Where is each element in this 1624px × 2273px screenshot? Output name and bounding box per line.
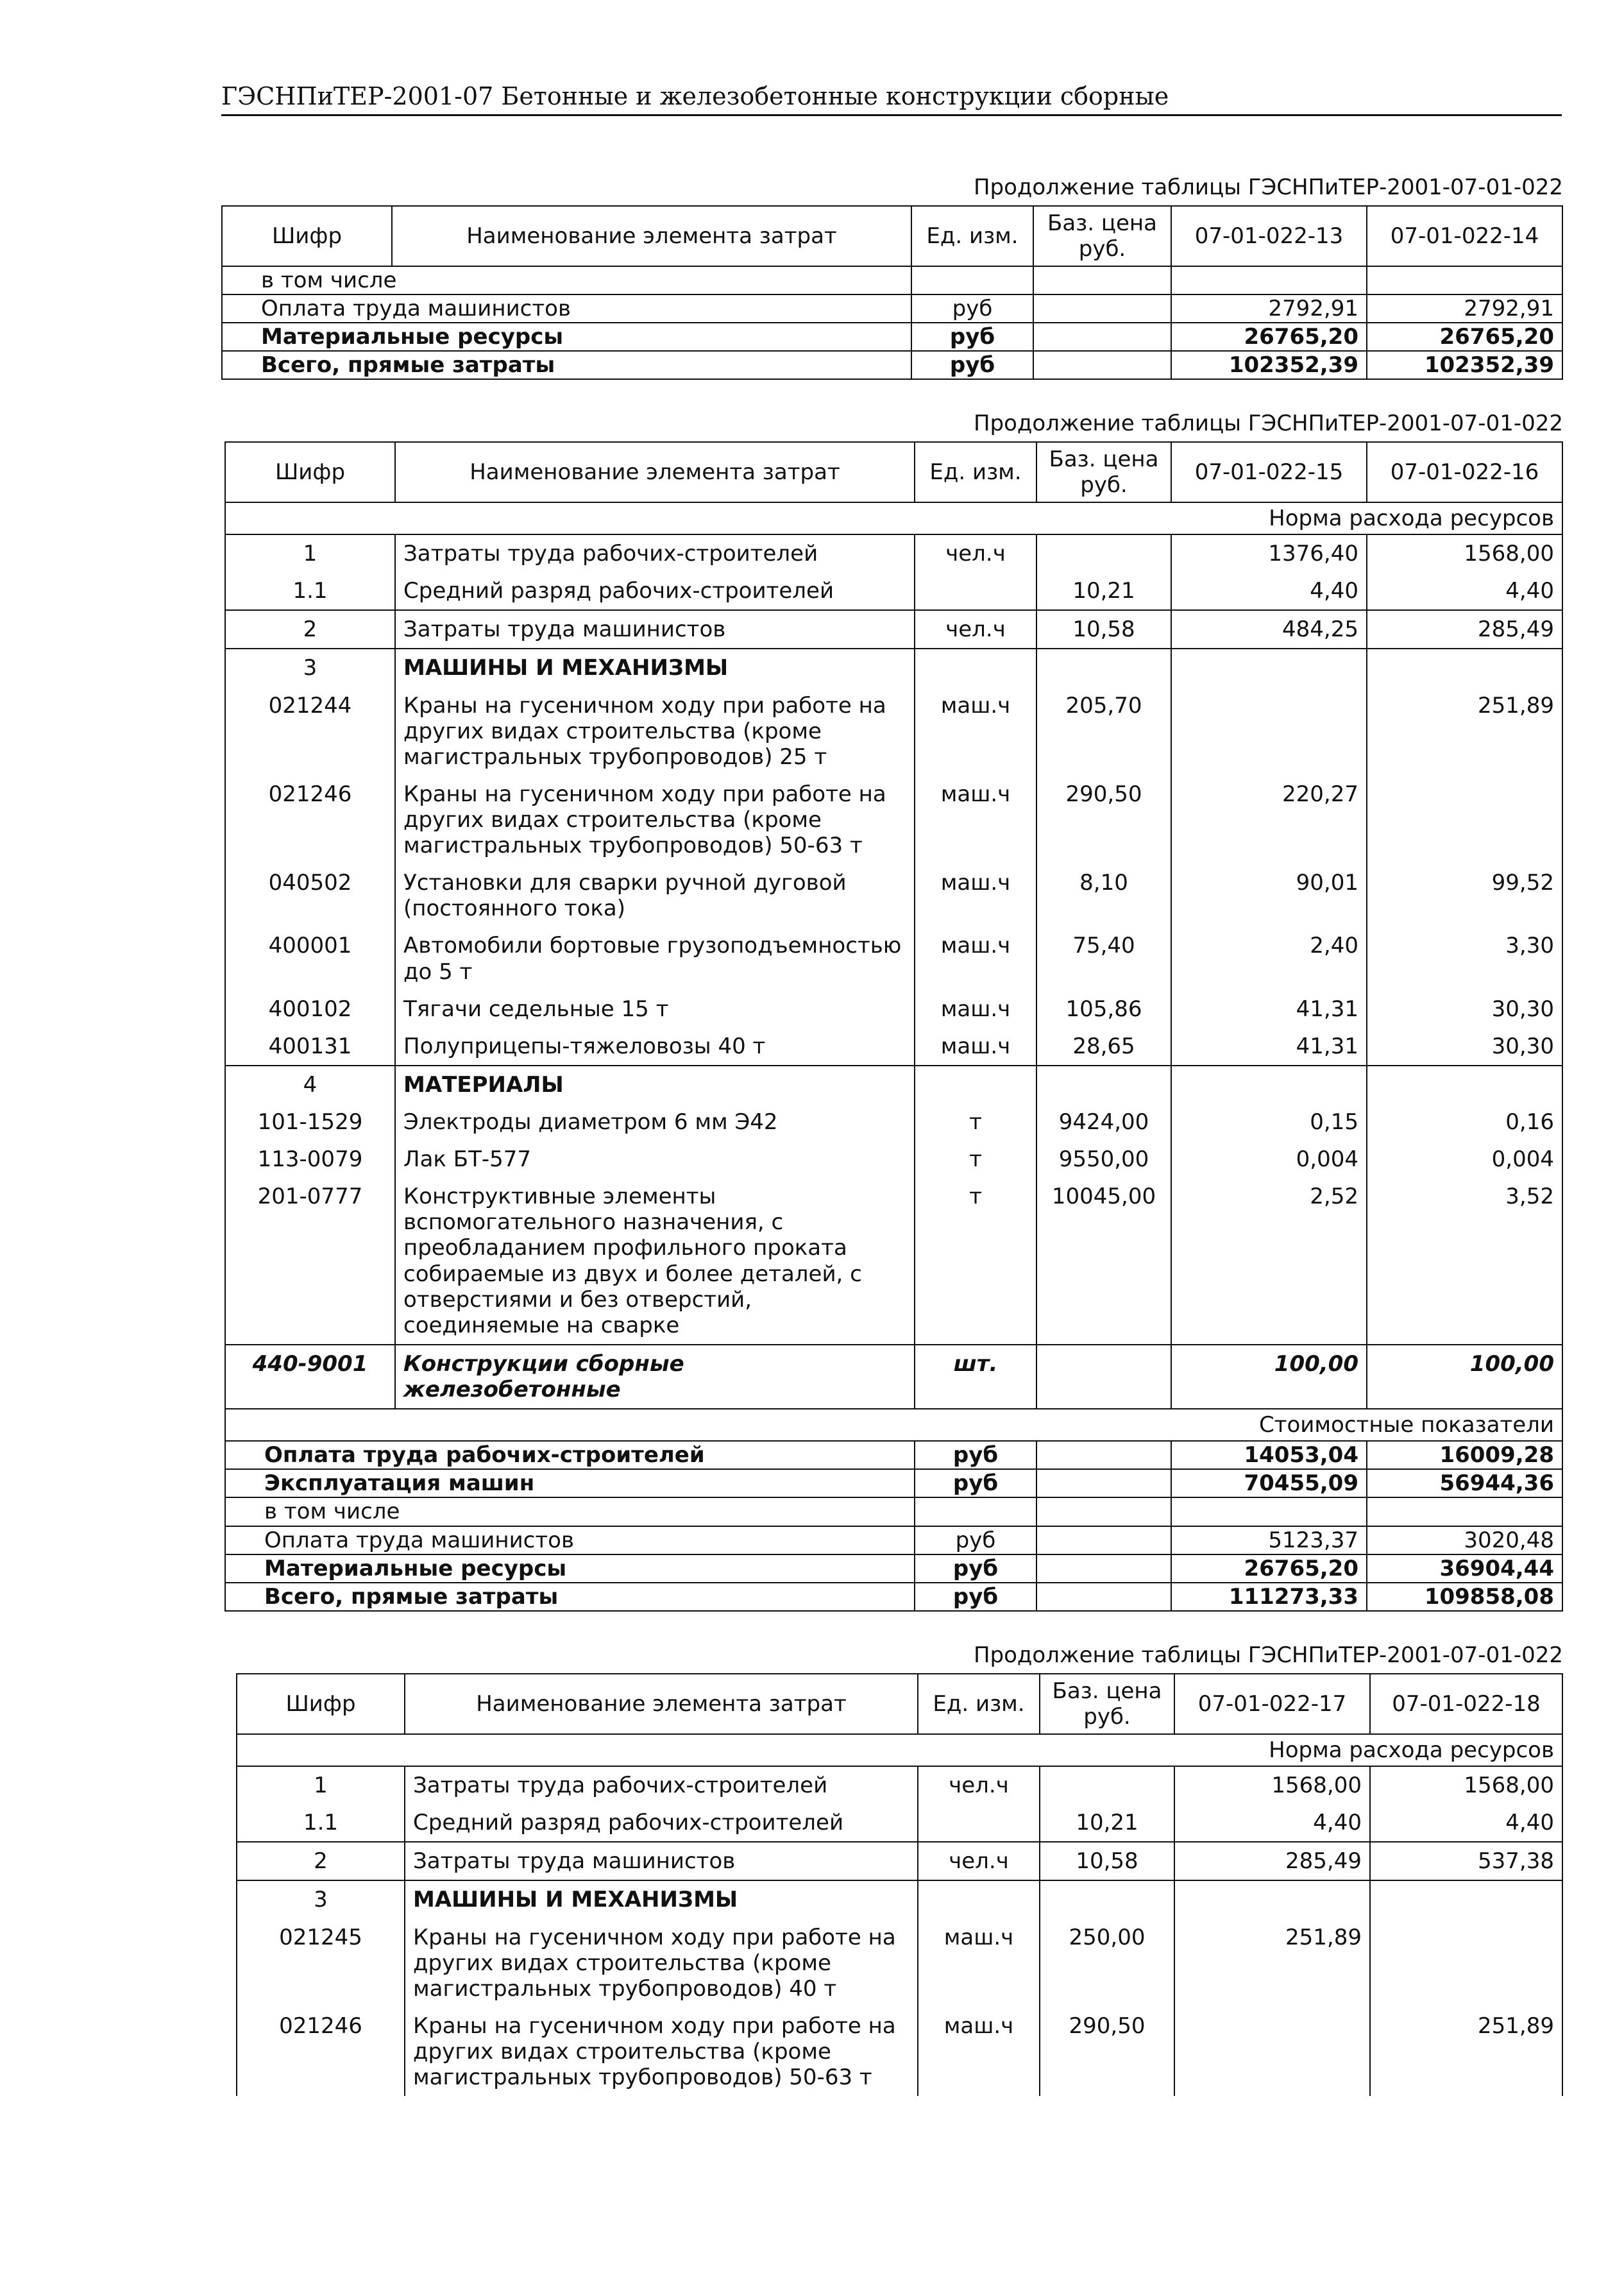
summary-unit: руб <box>915 1469 1036 1497</box>
row-name: МАШИНЫ И МЕХАНИЗМЫ <box>395 649 915 686</box>
summary-price <box>1033 266 1171 294</box>
row-price: 9550,00 <box>1036 1141 1171 1178</box>
summary-value-b <box>1367 1497 1562 1526</box>
row-value-b: 251,89 <box>1370 2007 1562 2096</box>
row-name: Краны на гусеничном ходу при работе на других видах строительства (кроме магистральных трубопроводов) 50-63 т <box>405 2007 918 2096</box>
table-row <box>225 1141 1562 1178</box>
col-b-header: 07-01-022-16 <box>1367 442 1562 502</box>
row-value-b: 100,00 <box>1367 1345 1562 1409</box>
summary-name: Материальные ресурсы <box>225 1554 915 1583</box>
row-name: Автомобили бортовые грузоподъемностью до 5 т <box>395 927 915 990</box>
summary-value-b: 3020,48 <box>1367 1526 1562 1554</box>
row-code: 101-1529 <box>225 1103 395 1141</box>
row-value-a <box>1171 1066 1367 1103</box>
col-price-header: Баз. цена руб. <box>1040 1674 1174 1734</box>
summary-name: Материальные ресурсы <box>222 323 911 351</box>
row-price: 10,21 <box>1040 1804 1174 1842</box>
row-value-a: 1376,40 <box>1171 534 1367 572</box>
col-price-header: Баз. цена руб. <box>1033 206 1171 266</box>
summary-price <box>1036 1554 1171 1583</box>
row-price <box>1036 649 1171 686</box>
summary-value-a: 14053,04 <box>1171 1441 1367 1469</box>
row-price <box>1036 534 1171 572</box>
table-row <box>237 1766 1562 1804</box>
table-row <box>225 1103 1562 1141</box>
summary-value-b <box>1367 266 1562 294</box>
summary-value-a: 2792,91 <box>1171 294 1367 323</box>
summary-value-a: 111273,33 <box>1171 1583 1367 1611</box>
section-norms-label: Норма расхода ресурсов <box>225 502 1562 534</box>
row-value-a: 251,89 <box>1174 1919 1370 2007</box>
row-value-a: 2,52 <box>1171 1178 1367 1345</box>
row-price: 290,50 <box>1040 2007 1174 2096</box>
table3-caption: Продолжение таблицы ГЭСНПиТЕР-2001-07-01-022 <box>973 1642 1563 1668</box>
summary-value-a <box>1171 1497 1367 1526</box>
row-code: 2 <box>225 610 395 649</box>
table-row <box>225 1066 1562 1103</box>
page-header-title: ГЭСНПиТЕР-2001-07 Бетонные и железобетонные конструкции сборные <box>221 82 1169 110</box>
summary-name: Оплата труда рабочих-строителей <box>225 1441 915 1469</box>
table-row <box>225 610 1562 649</box>
row-value-a: 90,01 <box>1171 864 1367 927</box>
summary-row <box>225 1497 1562 1526</box>
row-unit <box>915 1066 1036 1103</box>
row-value-b: 3,30 <box>1367 927 1562 990</box>
row-name: Затраты труда машинистов <box>405 1842 918 1880</box>
table1-body <box>222 266 1562 379</box>
row-value-b: 0,004 <box>1367 1141 1562 1178</box>
col-b-header: 07-01-022-18 <box>1370 1674 1562 1734</box>
row-name: Конструкции сборные железобетонные <box>395 1345 915 1409</box>
col-a-header: 07-01-022-15 <box>1171 442 1367 502</box>
row-price: 10,58 <box>1036 610 1171 649</box>
col-code-header: Шифр <box>225 442 395 502</box>
row-name: Тягачи седельные 15 т <box>395 991 915 1028</box>
col-unit-header: Ед. изм. <box>915 442 1036 502</box>
summary-unit: руб <box>915 1554 1036 1583</box>
row-value-a <box>1171 687 1367 776</box>
row-price <box>1036 1345 1171 1409</box>
section-norms-row <box>225 502 1562 534</box>
row-unit <box>918 1880 1040 1918</box>
table-row <box>225 1345 1562 1409</box>
table-row <box>225 776 1562 864</box>
row-code: 3 <box>237 1880 405 1918</box>
table-row <box>237 2007 1562 2096</box>
row-unit: т <box>915 1103 1036 1141</box>
summary-value-b: 109858,08 <box>1367 1583 1562 1611</box>
row-unit <box>915 572 1036 610</box>
summary-value-a: 26765,20 <box>1171 323 1367 351</box>
summary-name: в том числе <box>225 1497 915 1526</box>
row-unit: чел.ч <box>915 534 1036 572</box>
summary-row <box>225 1583 1562 1611</box>
header-divider <box>221 114 1562 116</box>
row-value-a: 484,25 <box>1171 610 1367 649</box>
row-value-b: 251,89 <box>1367 687 1562 776</box>
table-row <box>225 927 1562 990</box>
table-row <box>225 1028 1562 1066</box>
table2-header-row <box>225 442 1562 502</box>
row-value-a: 41,31 <box>1171 991 1367 1028</box>
row-code: 040502 <box>225 864 395 927</box>
summary-name: Оплата труда машинистов <box>225 1526 915 1554</box>
row-unit: маш.ч <box>918 2007 1040 2096</box>
summary-name: Эксплуатация машин <box>225 1469 915 1497</box>
row-value-b: 285,49 <box>1367 610 1562 649</box>
row-value-b: 1568,00 <box>1370 1766 1562 1804</box>
row-code: 1.1 <box>225 572 395 610</box>
summary-unit <box>915 1497 1036 1526</box>
col-unit-header: Ед. изм. <box>918 1674 1040 1734</box>
row-price: 9424,00 <box>1036 1103 1171 1141</box>
row-value-a: 0,15 <box>1171 1103 1367 1141</box>
row-value-a: 100,00 <box>1171 1345 1367 1409</box>
summary-value-b: 36904,44 <box>1367 1554 1562 1583</box>
summary-unit: руб <box>915 1583 1036 1611</box>
table2-body <box>225 534 1562 1409</box>
table-row <box>237 1919 1562 2007</box>
table-row <box>237 1842 1562 1880</box>
row-value-b <box>1367 1066 1562 1103</box>
row-unit: чел.ч <box>918 1842 1040 1880</box>
col-code-header: Шифр <box>237 1674 405 1734</box>
summary-value-a: 26765,20 <box>1171 1554 1367 1583</box>
section-norms-row <box>237 1734 1562 1766</box>
col-unit-header: Ед. изм. <box>911 206 1033 266</box>
row-value-b: 30,30 <box>1367 991 1562 1028</box>
table3-header-row <box>237 1674 1562 1734</box>
row-value-a <box>1174 1880 1370 1918</box>
summary-row <box>225 1526 1562 1554</box>
row-unit: маш.ч <box>915 1028 1036 1066</box>
row-unit: маш.ч <box>915 864 1036 927</box>
section-costs-label: Стоимостные показатели <box>225 1409 1562 1441</box>
table1 <box>221 205 1563 380</box>
row-value-a: 285,49 <box>1174 1842 1370 1880</box>
row-name: Установки для сварки ручной дуговой (постоянного тока) <box>395 864 915 927</box>
summary-row <box>225 1441 1562 1469</box>
table1-caption: Продолжение таблицы ГЭСНПиТЕР-2001-07-01-022 <box>973 175 1563 200</box>
row-name: Лак БТ-577 <box>395 1141 915 1178</box>
summary-price <box>1036 1526 1171 1554</box>
row-unit: чел.ч <box>918 1766 1040 1804</box>
summary-unit: руб <box>911 294 1033 323</box>
table-row <box>225 864 1562 927</box>
row-code: 021245 <box>237 1919 405 2007</box>
row-value-b <box>1370 1919 1562 2007</box>
row-price: 290,50 <box>1036 776 1171 864</box>
section-costs-row <box>225 1409 1562 1441</box>
row-value-b <box>1367 649 1562 686</box>
table3-body <box>237 1766 1562 2096</box>
row-value-b: 4,40 <box>1370 1804 1562 1842</box>
row-code: 021246 <box>237 2007 405 2096</box>
summary-name: Оплата труда машинистов <box>222 294 911 323</box>
row-price: 75,40 <box>1036 927 1171 990</box>
row-name: Краны на гусеничном ходу при работе на других видах строительства (кроме магистральных трубопроводов) 50-63 т <box>395 776 915 864</box>
table2-totals <box>225 1441 1562 1611</box>
row-name: Средний разряд рабочих-строителей <box>395 572 915 610</box>
row-name: Затраты труда рабочих-строителей <box>395 534 915 572</box>
summary-unit <box>911 266 1033 294</box>
summary-price <box>1036 1583 1171 1611</box>
summary-row <box>225 1469 1562 1497</box>
row-price: 105,86 <box>1036 991 1171 1028</box>
row-price: 250,00 <box>1040 1919 1174 2007</box>
row-value-a <box>1171 649 1367 686</box>
row-code: 3 <box>225 649 395 686</box>
summary-value-b: 102352,39 <box>1367 351 1562 379</box>
row-name: Конструктивные элементы вспомогательного назначения, с преобладанием профильного проката собираемые из двух и более деталей, с отверстиями и без отверстий, соединяемые на сварке <box>395 1178 915 1345</box>
row-value-b: 4,40 <box>1367 572 1562 610</box>
summary-name: Всего, прямые затраты <box>222 351 911 379</box>
summary-name: Всего, прямые затраты <box>225 1583 915 1611</box>
row-code: 400131 <box>225 1028 395 1066</box>
col-b-header: 07-01-022-14 <box>1367 206 1562 266</box>
row-value-b: 537,38 <box>1370 1842 1562 1880</box>
row-value-b: 1568,00 <box>1367 534 1562 572</box>
row-name: МАТЕРИАЛЫ <box>395 1066 915 1103</box>
summary-price <box>1033 294 1171 323</box>
row-name: Электроды диаметром 6 мм Э42 <box>395 1103 915 1141</box>
row-price: 10,58 <box>1040 1842 1174 1880</box>
table-row <box>237 1880 1562 1918</box>
summary-unit: руб <box>911 351 1033 379</box>
row-unit: маш.ч <box>918 1919 1040 2007</box>
summary-value-b: 2792,91 <box>1367 294 1562 323</box>
summary-price <box>1036 1497 1171 1526</box>
row-name: Средний разряд рабочих-строителей <box>405 1804 918 1842</box>
row-unit: шт. <box>915 1345 1036 1409</box>
row-value-a: 220,27 <box>1171 776 1367 864</box>
table3 <box>236 1673 1563 2096</box>
summary-price <box>1036 1469 1171 1497</box>
row-code: 4 <box>225 1066 395 1103</box>
row-code: 440-9001 <box>225 1345 395 1409</box>
row-value-a <box>1174 2007 1370 2096</box>
row-name: МАШИНЫ И МЕХАНИЗМЫ <box>405 1880 918 1918</box>
summary-value-b: 56944,36 <box>1367 1469 1562 1497</box>
col-price-header: Баз. цена руб. <box>1036 442 1171 502</box>
row-unit: маш.ч <box>915 991 1036 1028</box>
row-value-b: 30,30 <box>1367 1028 1562 1066</box>
row-unit: т <box>915 1141 1036 1178</box>
table-row <box>225 572 1562 610</box>
row-unit <box>918 1804 1040 1842</box>
row-code: 201-0777 <box>225 1178 395 1345</box>
row-code: 400001 <box>225 927 395 990</box>
summary-name: в том числе <box>222 266 911 294</box>
table-row <box>225 1178 1562 1345</box>
summary-unit: руб <box>915 1441 1036 1469</box>
table-row <box>225 991 1562 1028</box>
row-value-b <box>1370 1880 1562 1918</box>
row-code: 1.1 <box>237 1804 405 1842</box>
row-code: 1 <box>225 534 395 572</box>
summary-value-b: 16009,28 <box>1367 1441 1562 1469</box>
row-unit: чел.ч <box>915 610 1036 649</box>
col-code-header: Шифр <box>222 206 392 266</box>
row-price: 205,70 <box>1036 687 1171 776</box>
row-value-a: 0,004 <box>1171 1141 1367 1178</box>
row-unit: маш.ч <box>915 687 1036 776</box>
row-unit: т <box>915 1178 1036 1345</box>
col-a-header: 07-01-022-13 <box>1171 206 1367 266</box>
col-a-header: 07-01-022-17 <box>1174 1674 1370 1734</box>
row-price: 8,10 <box>1036 864 1171 927</box>
row-price <box>1036 1066 1171 1103</box>
row-value-a: 4,40 <box>1171 572 1367 610</box>
summary-row <box>222 351 1562 379</box>
summary-unit: руб <box>915 1526 1036 1554</box>
summary-price <box>1036 1441 1171 1469</box>
col-name-header: Наименование элемента затрат <box>395 442 915 502</box>
row-unit: маш.ч <box>915 776 1036 864</box>
col-name-header: Наименование элемента затрат <box>392 206 911 266</box>
row-name: Полуприцепы-тяжеловозы 40 т <box>395 1028 915 1066</box>
summary-row <box>222 266 1562 294</box>
row-price: 10,21 <box>1036 572 1171 610</box>
summary-value-a: 5123,37 <box>1171 1526 1367 1554</box>
row-code: 2 <box>237 1842 405 1880</box>
row-code: 021246 <box>225 776 395 864</box>
row-value-b: 3,52 <box>1367 1178 1562 1345</box>
table1-header-row <box>222 206 1562 266</box>
row-price <box>1040 1766 1174 1804</box>
summary-price <box>1033 323 1171 351</box>
row-name: Затраты труда рабочих-строителей <box>405 1766 918 1804</box>
row-unit <box>915 649 1036 686</box>
row-value-b <box>1367 776 1562 864</box>
summary-row <box>225 1554 1562 1583</box>
summary-price <box>1033 351 1171 379</box>
table-row <box>225 649 1562 686</box>
row-code: 400102 <box>225 991 395 1028</box>
row-price: 28,65 <box>1036 1028 1171 1066</box>
row-value-a: 4,40 <box>1174 1804 1370 1842</box>
row-name: Краны на гусеничном ходу при работе на других видах строительства (кроме магистральных трубопроводов) 40 т <box>405 1919 918 2007</box>
summary-unit: руб <box>911 323 1033 351</box>
row-code: 113-0079 <box>225 1141 395 1178</box>
table-row <box>237 1804 1562 1842</box>
summary-value-a: 70455,09 <box>1171 1469 1367 1497</box>
row-value-a: 41,31 <box>1171 1028 1367 1066</box>
summary-value-b: 26765,20 <box>1367 323 1562 351</box>
table-row <box>225 687 1562 776</box>
row-price <box>1040 1880 1174 1918</box>
row-value-a: 1568,00 <box>1174 1766 1370 1804</box>
summary-row <box>222 294 1562 323</box>
col-name-header: Наименование элемента затрат <box>405 1674 918 1734</box>
table-row <box>225 534 1562 572</box>
table2-caption: Продолжение таблицы ГЭСНПиТЕР-2001-07-01-022 <box>973 411 1563 436</box>
row-value-b: 0,16 <box>1367 1103 1562 1141</box>
row-value-a: 2,40 <box>1171 927 1367 990</box>
row-value-b: 99,52 <box>1367 864 1562 927</box>
summary-row <box>222 323 1562 351</box>
row-unit: маш.ч <box>915 927 1036 990</box>
row-name: Затраты труда машинистов <box>395 610 915 649</box>
summary-value-a: 102352,39 <box>1171 351 1367 379</box>
table2 <box>224 441 1563 1612</box>
row-name: Краны на гусеничном ходу при работе на других видах строительства (кроме магистральных трубопроводов) 25 т <box>395 687 915 776</box>
summary-value-a <box>1171 266 1367 294</box>
row-code: 021244 <box>225 687 395 776</box>
row-code: 1 <box>237 1766 405 1804</box>
row-price: 10045,00 <box>1036 1178 1171 1345</box>
section-norms-label: Норма расхода ресурсов <box>237 1734 1562 1766</box>
